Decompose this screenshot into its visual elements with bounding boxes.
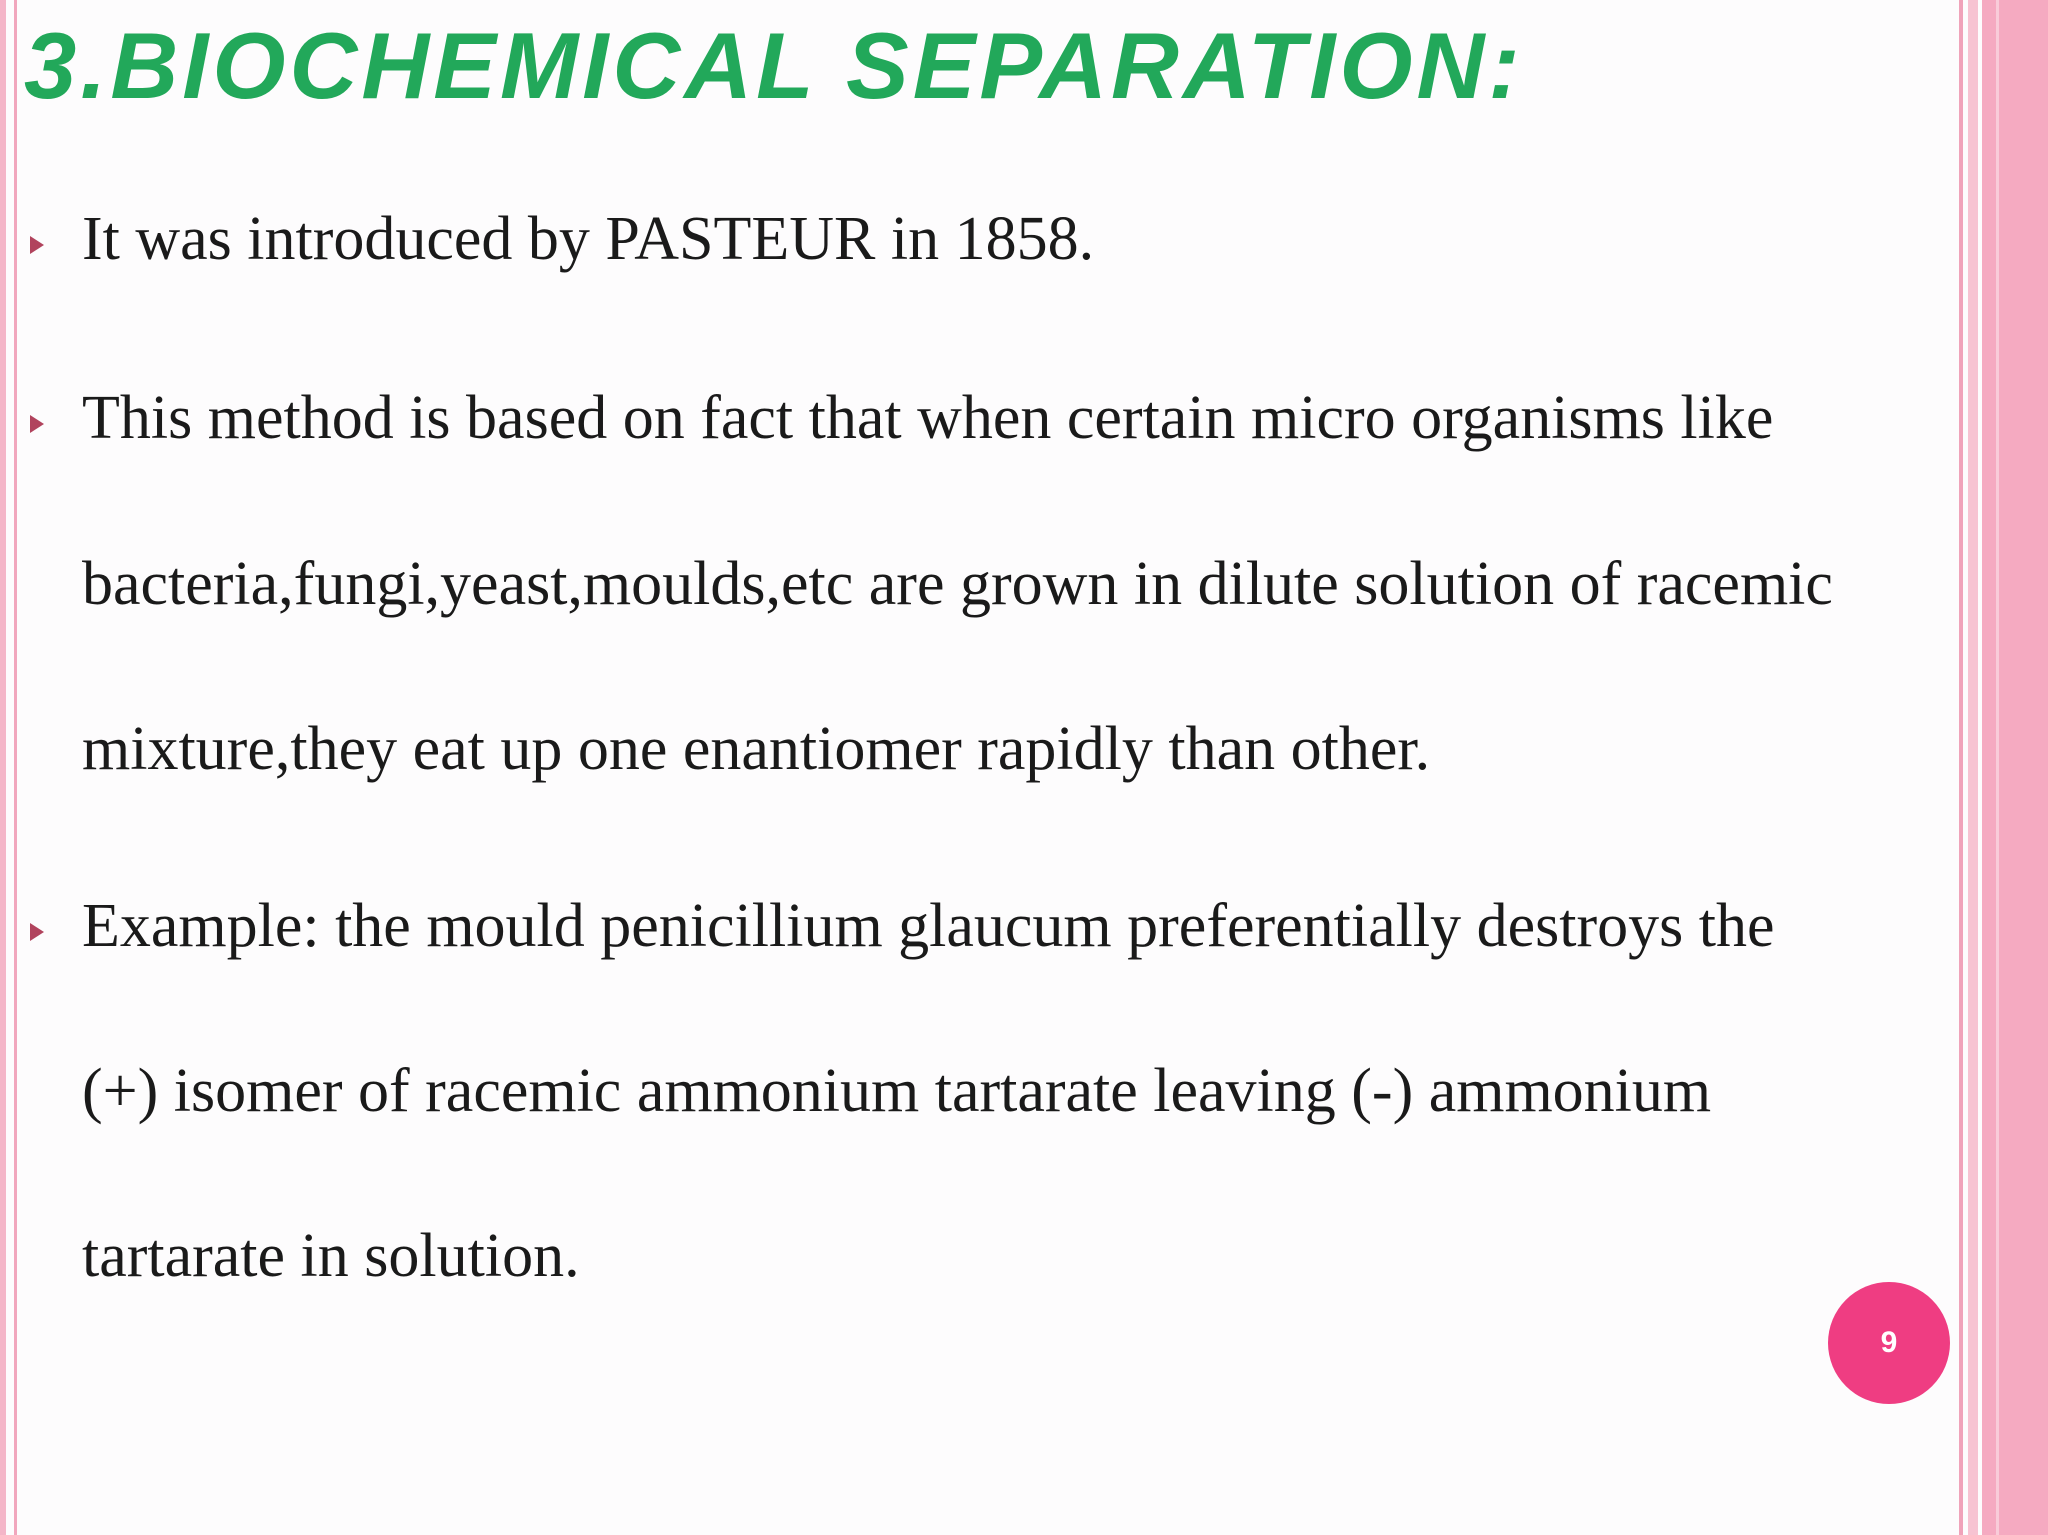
bullet-3-line-3: tartarate in solution. [82, 1222, 580, 1290]
arrow-bullet-icon [30, 236, 44, 254]
page-number-badge: 9 [1828, 1282, 1950, 1404]
bullet-2-line-2: bacteria,fungi,yeast,moulds,etc are grown in dilute solution of racemic [82, 550, 1833, 618]
bullet-3-line-1: Example: the mould penicillium glaucum preferentially destroys the [82, 892, 1775, 960]
bullet-2-line-1: This method is based on fact that when certain micro organisms like [82, 384, 1774, 452]
bullet-2-line-3: mixture,they eat up one enantiomer rapidly than other. [82, 715, 1431, 783]
slide-title: 3.BIOCHEMICAL SEPARATION: [24, 13, 1524, 118]
arrow-bullet-icon [30, 415, 44, 433]
bullet-1-line-1: It was introduced by PASTEUR in 1858. [82, 205, 1095, 273]
bullet-3-line-2: (+) isomer of racemic ammonium tartarate leaving (-) ammonium [82, 1057, 1712, 1125]
arrow-bullet-icon [30, 923, 44, 941]
